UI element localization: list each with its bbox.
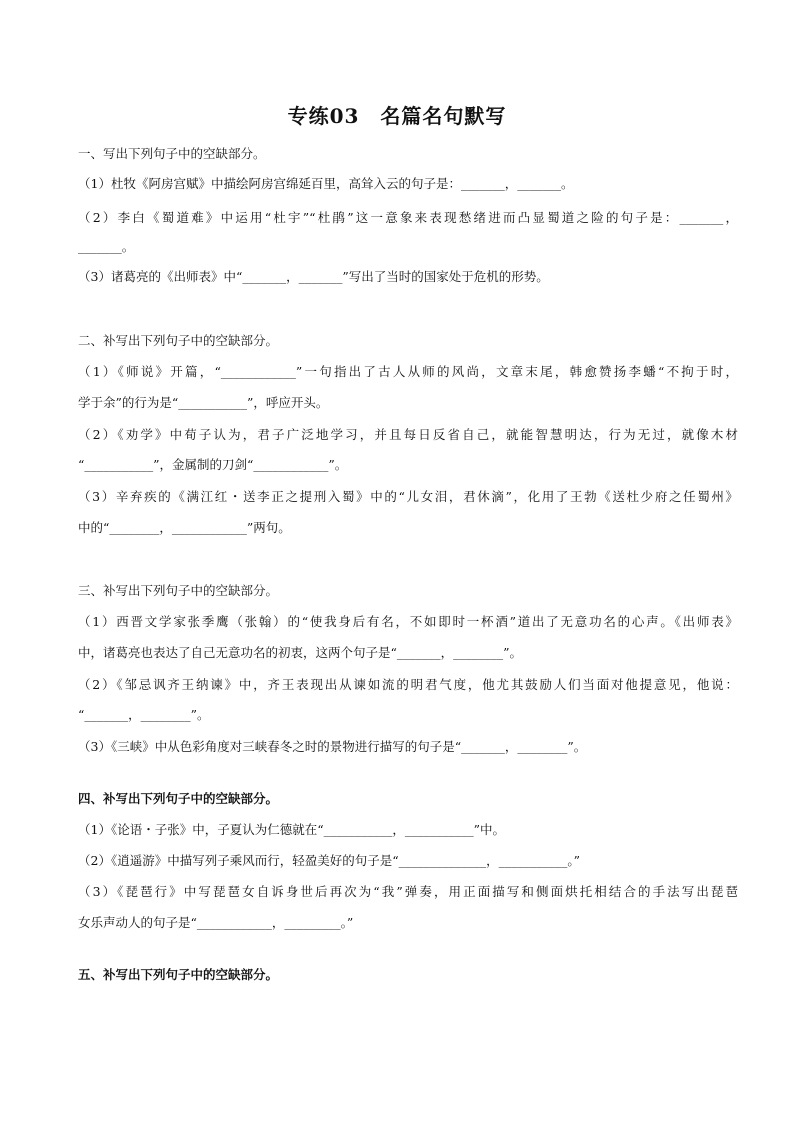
question-line: （2）《邹忌讽齐王纳谏》中，齐王表现出从谏如流的明君气度，他尤其鼓励人们当面对他提意见，他说： <box>78 677 738 692</box>
question-line: （1）杜牧《阿房宫赋》中描绘阿房宫绵延百里，高耸入云的句子是：_______，_______。 <box>78 176 574 191</box>
question-line: 中，诸葛亮也表达了自己无意功名的初衷，这两个句子是“_______，________”。 <box>78 645 523 660</box>
question-line: （2）《逍遥游》中描写列子乘风而行，轻盈美好的句子是“______________，___________。” <box>78 853 580 868</box>
question-line: （2）李白《蜀道难》中运用“杜宇”“杜鹃”这一意象来表现愁绪进而凸显蜀道之险的句子是：_______， <box>78 210 738 225</box>
question-line: 学于余”的行为是“___________”，呼应开头。 <box>78 395 329 410</box>
question-line: （3）诸葛亮的《出师表》中“_______，_______”写出了当时的国家处于危机的形势。 <box>78 269 549 284</box>
question-line: （2）《劝学》中荀子认为，君子广泛地学习，并且每日反省自己，就能智慧明达，行为无过，就像木材 <box>78 427 738 442</box>
section-5-heading: 五、补写出下列句子中的空缺部分。 <box>78 967 279 982</box>
page-title: 专练03 名篇名句默写 <box>287 104 507 128</box>
question-line: “___________”，金属制的刀剑“____________”。 <box>78 457 348 472</box>
question-line: （3）辛弃疾的《满江红・送李正之提刑入蜀》中的“儿女泪，君休滴”，化用了王勃《送杜少府之任蜀州》 <box>78 489 738 504</box>
question-line: （1）《论语・子张》中，子夏认为仁德就在“___________，___________”中。 <box>78 822 505 837</box>
question-line: “_______，________”。 <box>78 707 210 722</box>
question-line: 中的“________，____________”两句。 <box>78 520 291 535</box>
section-3-heading: 三、补写出下列句子中的空缺部分。 <box>78 583 279 598</box>
question-line: （3）《三峡》中从色彩角度对三峡春冬之时的景物进行描写的句子是“_______，________”。 <box>78 739 587 754</box>
question-line: （1）《师说》开篇，“____________”一句指出了古人从师的风尚，文章末尾，韩愈赞扬李蟠“不拘于时， <box>78 364 738 379</box>
section-2-heading: 二、补写出下列句子中的空缺部分。 <box>78 333 279 348</box>
question-line: （3）《琵琶行》中写琵琶女自诉身世后再次为“我”弹奏，用正面描写和侧面烘托相结合的手法写出琵琶 <box>78 884 738 899</box>
question-line: 女乐声动人的句子是“____________，_________。” <box>78 915 354 930</box>
section-1-heading: 一、写出下列句子中的空缺部分。 <box>78 146 266 161</box>
section-4-heading: 四、补写出下列句子中的空缺部分。 <box>78 791 279 806</box>
question-line: _______。 <box>78 239 135 254</box>
question-line: （1）西晋文学家张季鹰（张翰）的“使我身后有名，不如即时一杯酒”道出了无意功名的心声。《出师表》 <box>78 614 738 629</box>
